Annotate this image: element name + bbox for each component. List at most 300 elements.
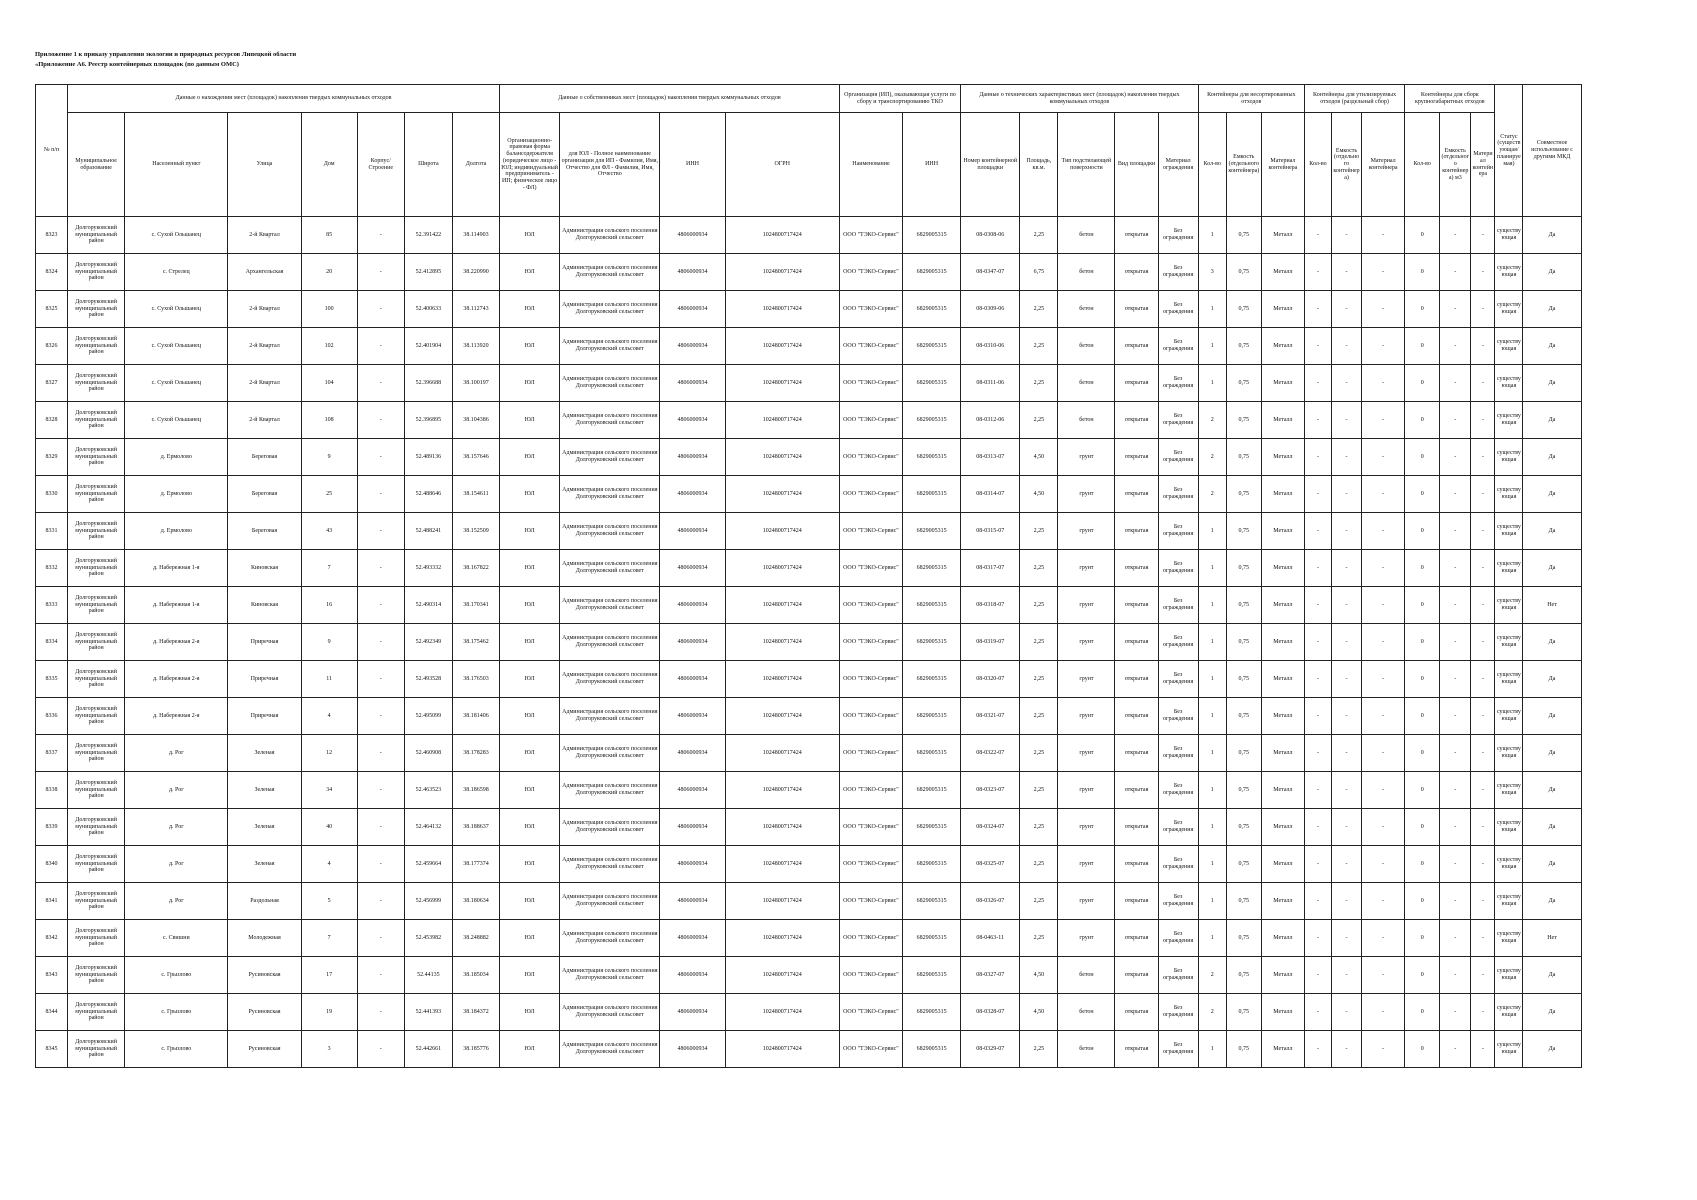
cell-uv: 0,75 <box>1226 402 1261 439</box>
cell-org-inn: 6829005315 <box>903 550 961 587</box>
cell-form: ЮЛ <box>500 1031 560 1068</box>
cell-bm: - <box>1471 328 1495 365</box>
cell-site: 08-0347-07 <box>961 254 1020 291</box>
cell-bm: - <box>1471 254 1495 291</box>
cell-np: с. Сухой Ольшанец <box>125 402 228 439</box>
cell-um: Металл <box>1261 513 1304 550</box>
cell-type: открытая <box>1115 476 1158 513</box>
cell-bv: - <box>1440 217 1471 254</box>
cell-rm: - <box>1362 550 1405 587</box>
cell-uv: 0,75 <box>1226 994 1261 1031</box>
cell-shared: Да <box>1523 476 1581 513</box>
cell-rc: - <box>1304 402 1331 439</box>
header-group-owner: Данные о собственниках мест (площадок) накопления твердых коммунальных отходов <box>500 85 840 113</box>
cell-type: открытая <box>1115 809 1158 846</box>
cell-org: ООО "ТЭКО-Сервис" <box>839 735 902 772</box>
cell-owner: Администрация сельского поселения Долгоруковский сельсовет <box>560 328 660 365</box>
cell-site: 08-0328-07 <box>961 994 1020 1031</box>
cell-org-inn: 6829005315 <box>903 587 961 624</box>
cell-lat: 52.456999 <box>404 883 452 920</box>
cell-lon: 38.104386 <box>452 402 499 439</box>
cell-uv: 0,75 <box>1226 772 1261 809</box>
cell-rv: - <box>1332 254 1362 291</box>
cell-org: ООО "ТЭКО-Сервис" <box>839 994 902 1031</box>
cell-lon: 38.185034 <box>452 957 499 994</box>
cell-np: с. Грызлово <box>125 957 228 994</box>
cell-mo: Долгоруковский муниципальный район <box>68 513 125 550</box>
cell-org-inn: 6829005315 <box>903 809 961 846</box>
cell-lat: 52.459664 <box>404 846 452 883</box>
cell-bv: - <box>1440 254 1471 291</box>
cell-fence: Без ограждения <box>1158 772 1198 809</box>
cell-site: 08-0311-06 <box>961 365 1020 402</box>
cell-bm: - <box>1471 1031 1495 1068</box>
cell-korp: - <box>357 439 404 476</box>
cell-house: 104 <box>301 365 357 402</box>
cell-owner: Администрация сельского поселения Долгоруковский сельсовет <box>560 735 660 772</box>
cell-inn: 4806000934 <box>660 661 725 698</box>
cell-np: д. Ермолово <box>125 476 228 513</box>
cell-uc: 1 <box>1198 920 1226 957</box>
cell-status: существующая <box>1495 883 1523 920</box>
cell-uv: 0,75 <box>1226 624 1261 661</box>
cell-bc: 0 <box>1405 957 1440 994</box>
cell-form: ЮЛ <box>500 994 560 1031</box>
header-utilized-count: Кол-во <box>1304 113 1331 217</box>
cell-form: ЮЛ <box>500 883 560 920</box>
cell-bc: 0 <box>1405 994 1440 1031</box>
cell-num: 8344 <box>36 994 68 1031</box>
cell-fence: Без ограждения <box>1158 550 1198 587</box>
cell-korp: - <box>357 809 404 846</box>
cell-street: Зеленая <box>228 772 301 809</box>
header-longitude: Долгота <box>452 113 499 217</box>
cell-area: 2,25 <box>1020 624 1058 661</box>
cell-org: ООО "ТЭКО-Сервис" <box>839 809 902 846</box>
cell-rc: - <box>1304 624 1331 661</box>
table-row <box>36 402 1641 439</box>
cell-lat: 52.441393 <box>404 994 452 1031</box>
cell-org: ООО "ТЭКО-Сервис" <box>839 1031 902 1068</box>
cell-bc: 0 <box>1405 291 1440 328</box>
cell-lon: 38.248882 <box>452 920 499 957</box>
cell-uv: 0,75 <box>1226 476 1261 513</box>
cell-org-inn: 6829005315 <box>903 1031 961 1068</box>
cell-np: д. Рог <box>125 735 228 772</box>
header-ogrn: ОГРН <box>725 113 839 217</box>
cell-org-inn: 6829005315 <box>903 735 961 772</box>
cell-bv: - <box>1440 365 1471 402</box>
cell-bc: 0 <box>1405 1031 1440 1068</box>
header-utilized-volume: Емкость (отдельного контейнера) <box>1332 113 1362 217</box>
header-latitude: Широта <box>404 113 452 217</box>
header-group-bulky: Контейнеры для сборк крупногабаритных отходов <box>1405 85 1495 113</box>
cell-num: 8325 <box>36 291 68 328</box>
cell-form: ЮЛ <box>500 365 560 402</box>
cell-mo: Долгоруковский муниципальный район <box>68 883 125 920</box>
cell-surface: грунт <box>1058 846 1115 883</box>
cell-lat: 52.412895 <box>404 254 452 291</box>
cell-street: Береговая <box>228 476 301 513</box>
cell-uv: 0,75 <box>1226 1031 1261 1068</box>
cell-num: 8333 <box>36 587 68 624</box>
cell-uc: 1 <box>1198 217 1226 254</box>
cell-org-inn: 6829005315 <box>903 439 961 476</box>
cell-site: 08-0463-11 <box>961 920 1020 957</box>
cell-inn: 4806000934 <box>660 624 725 661</box>
cell-org: ООО "ТЭКО-Сервис" <box>839 365 902 402</box>
cell-uv: 0,75 <box>1226 661 1261 698</box>
cell-bc: 0 <box>1405 809 1440 846</box>
cell-area: 2,25 <box>1020 809 1058 846</box>
cell-mo: Долгоруковский муниципальный район <box>68 772 125 809</box>
cell-ogrn: 1024800717424 <box>725 920 839 957</box>
cell-fence: Без ограждения <box>1158 624 1198 661</box>
cell-area: 2,25 <box>1020 365 1058 402</box>
cell-status: существующая <box>1495 550 1523 587</box>
cell-um: Металл <box>1261 254 1304 291</box>
cell-mo: Долгоруковский муниципальный район <box>68 291 125 328</box>
cell-status: существующая <box>1495 217 1523 254</box>
cell-ogrn: 1024800717424 <box>725 217 839 254</box>
cell-status: существующая <box>1495 809 1523 846</box>
cell-site: 08-0309-06 <box>961 291 1020 328</box>
cell-area: 2,25 <box>1020 661 1058 698</box>
cell-rv: - <box>1332 661 1362 698</box>
cell-rm: - <box>1362 735 1405 772</box>
cell-type: открытая <box>1115 883 1158 920</box>
table-row <box>36 254 1641 291</box>
cell-um: Металл <box>1261 661 1304 698</box>
cell-site: 08-0317-07 <box>961 550 1020 587</box>
cell-lon: 38.157646 <box>452 439 499 476</box>
cell-fence: Без ограждения <box>1158 328 1198 365</box>
cell-lon: 38.180634 <box>452 883 499 920</box>
cell-form: ЮЛ <box>500 513 560 550</box>
table-row <box>36 846 1641 883</box>
cell-status: существующая <box>1495 328 1523 365</box>
cell-uv: 0,75 <box>1226 254 1261 291</box>
cell-mo: Долгоруковский муниципальный район <box>68 217 125 254</box>
cell-um: Металл <box>1261 365 1304 402</box>
cell-um: Металл <box>1261 587 1304 624</box>
cell-bm: - <box>1471 883 1495 920</box>
cell-area: 2,25 <box>1020 846 1058 883</box>
cell-site: 08-0314-07 <box>961 476 1020 513</box>
cell-street: Зеленая <box>228 809 301 846</box>
cell-korp: - <box>357 735 404 772</box>
cell-site: 08-0313-07 <box>961 439 1020 476</box>
cell-type: открытая <box>1115 846 1158 883</box>
cell-uc: 1 <box>1198 661 1226 698</box>
cell-org: ООО "ТЭКО-Сервис" <box>839 883 902 920</box>
cell-bc: 0 <box>1405 476 1440 513</box>
table-row <box>36 661 1641 698</box>
cell-org-inn: 6829005315 <box>903 476 961 513</box>
cell-shared: Нет <box>1523 587 1581 624</box>
cell-korp: - <box>357 957 404 994</box>
cell-lon: 38.184372 <box>452 994 499 1031</box>
cell-form: ЮЛ <box>500 402 560 439</box>
cell-rc: - <box>1304 550 1331 587</box>
cell-num: 8323 <box>36 217 68 254</box>
cell-lon: 38.112743 <box>452 291 499 328</box>
cell-uc: 1 <box>1198 365 1226 402</box>
cell-um: Металл <box>1261 291 1304 328</box>
cell-org: ООО "ТЭКО-Сервис" <box>839 587 902 624</box>
cell-lat: 52.493528 <box>404 661 452 698</box>
cell-ogrn: 1024800717424 <box>725 550 839 587</box>
cell-lon: 38.181406 <box>452 698 499 735</box>
cell-um: Металл <box>1261 772 1304 809</box>
cell-shared: Да <box>1523 883 1581 920</box>
cell-uv: 0,75 <box>1226 365 1261 402</box>
cell-fence: Без ограждения <box>1158 994 1198 1031</box>
cell-street: Береговая <box>228 513 301 550</box>
cell-lat: 52.488241 <box>404 513 452 550</box>
cell-inn: 4806000934 <box>660 439 725 476</box>
table-row <box>36 994 1641 1031</box>
cell-uv: 0,75 <box>1226 920 1261 957</box>
cell-inn: 4806000934 <box>660 217 725 254</box>
cell-bc: 0 <box>1405 883 1440 920</box>
table-row <box>36 957 1641 994</box>
cell-area: 2,25 <box>1020 217 1058 254</box>
cell-mo: Долгоруковский муниципальный район <box>68 994 125 1031</box>
cell-street: Киновская <box>228 587 301 624</box>
cell-mo: Долгоруковский муниципальный район <box>68 698 125 735</box>
cell-shared: Да <box>1523 661 1581 698</box>
cell-type: открытая <box>1115 402 1158 439</box>
cell-rm: - <box>1362 1031 1405 1068</box>
cell-inn: 4806000934 <box>660 1031 725 1068</box>
registry-body <box>36 217 1641 1068</box>
cell-status: существующая <box>1495 476 1523 513</box>
cell-korp: - <box>357 698 404 735</box>
cell-org: ООО "ТЭКО-Сервис" <box>839 439 902 476</box>
cell-um: Металл <box>1261 957 1304 994</box>
header-group-unsorted: Контейнеры для несортированных отходов <box>1198 85 1304 113</box>
cell-org: ООО "ТЭКО-Сервис" <box>839 254 902 291</box>
cell-uv: 0,75 <box>1226 846 1261 883</box>
cell-um: Металл <box>1261 883 1304 920</box>
cell-bc: 0 <box>1405 328 1440 365</box>
cell-rm: - <box>1362 513 1405 550</box>
cell-bm: - <box>1471 476 1495 513</box>
cell-num: 8332 <box>36 550 68 587</box>
cell-surface: бетон <box>1058 365 1115 402</box>
cell-num: 8334 <box>36 624 68 661</box>
cell-np: с. Грызлово <box>125 994 228 1031</box>
cell-uc: 1 <box>1198 846 1226 883</box>
cell-korp: - <box>357 661 404 698</box>
cell-fence: Без ограждения <box>1158 809 1198 846</box>
cell-street: Архангельская <box>228 254 301 291</box>
cell-form: ЮЛ <box>500 217 560 254</box>
cell-fence: Без ограждения <box>1158 476 1198 513</box>
cell-status: существующая <box>1495 402 1523 439</box>
cell-ogrn: 1024800717424 <box>725 587 839 624</box>
header-bulky-count: Кол-во <box>1405 113 1440 217</box>
cell-org-inn: 6829005315 <box>903 994 961 1031</box>
cell-mo: Долгоруковский муниципальный район <box>68 846 125 883</box>
cell-form: ЮЛ <box>500 476 560 513</box>
cell-bv: - <box>1440 587 1471 624</box>
cell-area: 2,25 <box>1020 883 1058 920</box>
cell-lon: 38.167822 <box>452 550 499 587</box>
cell-bm: - <box>1471 957 1495 994</box>
cell-np: с. Стрелец <box>125 254 228 291</box>
cell-korp: - <box>357 365 404 402</box>
cell-num: 8335 <box>36 661 68 698</box>
cell-org-inn: 6829005315 <box>903 513 961 550</box>
cell-type: открытая <box>1115 550 1158 587</box>
table-row <box>36 513 1641 550</box>
cell-korp: - <box>357 883 404 920</box>
cell-bc: 0 <box>1405 698 1440 735</box>
cell-ogrn: 1024800717424 <box>725 957 839 994</box>
cell-num: 8342 <box>36 920 68 957</box>
cell-status: существующая <box>1495 513 1523 550</box>
cell-rv: - <box>1332 476 1362 513</box>
cell-fence: Без ограждения <box>1158 254 1198 291</box>
cell-uc: 1 <box>1198 735 1226 772</box>
cell-form: ЮЛ <box>500 624 560 661</box>
cell-street: 2-й Квартал <box>228 291 301 328</box>
cell-um: Металл <box>1261 846 1304 883</box>
cell-owner: Администрация сельского поселения Долгоруковский сельсовет <box>560 217 660 254</box>
cell-surface: грунт <box>1058 735 1115 772</box>
cell-ogrn: 1024800717424 <box>725 365 839 402</box>
cell-mo: Долгоруковский муниципальный район <box>68 957 125 994</box>
cell-bc: 0 <box>1405 661 1440 698</box>
cell-rm: - <box>1362 883 1405 920</box>
cell-shared: Да <box>1523 957 1581 994</box>
cell-bv: - <box>1440 402 1471 439</box>
cell-fence: Без ограждения <box>1158 217 1198 254</box>
cell-status: существующая <box>1495 1031 1523 1068</box>
cell-uv: 0,75 <box>1226 735 1261 772</box>
cell-street: 2-й Квартал <box>228 217 301 254</box>
table-row <box>36 772 1641 809</box>
cell-bv: - <box>1440 920 1471 957</box>
cell-shared: Нет <box>1523 920 1581 957</box>
cell-status: существующая <box>1495 846 1523 883</box>
cell-bm: - <box>1471 365 1495 402</box>
cell-bm: - <box>1471 772 1495 809</box>
cell-fence: Без ограждения <box>1158 587 1198 624</box>
cell-inn: 4806000934 <box>660 698 725 735</box>
cell-korp: - <box>357 328 404 365</box>
cell-ogrn: 1024800717424 <box>725 513 839 550</box>
cell-surface: грунт <box>1058 476 1115 513</box>
cell-bv: - <box>1440 735 1471 772</box>
cell-np: д. Ермолово <box>125 439 228 476</box>
cell-inn: 4806000934 <box>660 587 725 624</box>
header-legal-form: Организационно-правовая форма балансодержателя (юридическое лицо - ЮЛ; индивидуальный предприниматель - ИП; физическое лицо - ФЛ) <box>500 113 560 217</box>
cell-bc: 0 <box>1405 254 1440 291</box>
cell-uc: 1 <box>1198 624 1226 661</box>
cell-bv: - <box>1440 476 1471 513</box>
cell-um: Металл <box>1261 809 1304 846</box>
cell-uc: 1 <box>1198 883 1226 920</box>
cell-status: существующая <box>1495 661 1523 698</box>
cell-ogrn: 1024800717424 <box>725 698 839 735</box>
cell-bm: - <box>1471 291 1495 328</box>
cell-uv: 0,75 <box>1226 513 1261 550</box>
cell-site: 08-0329-07 <box>961 1031 1020 1068</box>
cell-uv: 0,75 <box>1226 291 1261 328</box>
cell-house: 17 <box>301 957 357 994</box>
cell-bc: 0 <box>1405 735 1440 772</box>
cell-owner: Администрация сельского поселения Долгоруковский сельсовет <box>560 698 660 735</box>
cell-bm: - <box>1471 846 1495 883</box>
cell-num: 8329 <box>36 439 68 476</box>
cell-lat: 52.396895 <box>404 402 452 439</box>
cell-np: д. Рог <box>125 772 228 809</box>
cell-num: 8339 <box>36 809 68 846</box>
cell-house: 5 <box>301 883 357 920</box>
cell-area: 2,25 <box>1020 735 1058 772</box>
table-row <box>36 476 1641 513</box>
cell-uc: 2 <box>1198 476 1226 513</box>
cell-lat: 52.495099 <box>404 698 452 735</box>
cell-bv: - <box>1440 994 1471 1031</box>
cell-mo: Долгоруковский муниципальный район <box>68 439 125 476</box>
cell-lat: 52.493332 <box>404 550 452 587</box>
cell-type: открытая <box>1115 735 1158 772</box>
cell-lat: 52.490314 <box>404 587 452 624</box>
cell-rv: - <box>1332 698 1362 735</box>
cell-korp: - <box>357 994 404 1031</box>
cell-area: 2,25 <box>1020 772 1058 809</box>
cell-mo: Долгоруковский муниципальный район <box>68 587 125 624</box>
cell-bm: - <box>1471 587 1495 624</box>
cell-fence: Без ограждения <box>1158 513 1198 550</box>
cell-num: 8330 <box>36 476 68 513</box>
cell-org-inn: 6829005315 <box>903 217 961 254</box>
cell-area: 2,25 <box>1020 1031 1058 1068</box>
cell-fence: Без ограждения <box>1158 439 1198 476</box>
cell-bm: - <box>1471 513 1495 550</box>
cell-house: 85 <box>301 217 357 254</box>
cell-org: ООО "ТЭКО-Сервис" <box>839 550 902 587</box>
table-row <box>36 735 1641 772</box>
cell-street: Молодежная <box>228 920 301 957</box>
cell-uv: 0,75 <box>1226 587 1261 624</box>
cell-form: ЮЛ <box>500 587 560 624</box>
cell-shared: Да <box>1523 365 1581 402</box>
cell-inn: 4806000934 <box>660 957 725 994</box>
cell-lon: 38.185776 <box>452 1031 499 1068</box>
cell-org-inn: 6829005315 <box>903 772 961 809</box>
cell-mo: Долгоруковский муниципальный район <box>68 254 125 291</box>
cell-lon: 38.154611 <box>452 476 499 513</box>
cell-lon: 38.114903 <box>452 217 499 254</box>
cell-um: Металл <box>1261 920 1304 957</box>
cell-bm: - <box>1471 920 1495 957</box>
cell-np: д. Набережная 2-я <box>125 698 228 735</box>
cell-shared: Да <box>1523 291 1581 328</box>
title-line-1: Приложение 1 к приказу управления экологии и природных ресурсов Липецкой области <box>35 51 297 58</box>
header-unsorted-count: Кол-во <box>1198 113 1226 217</box>
cell-num: 8331 <box>36 513 68 550</box>
cell-street: Зеленая <box>228 735 301 772</box>
cell-np: д. Ермолово <box>125 513 228 550</box>
cell-lat: 52.463523 <box>404 772 452 809</box>
cell-ogrn: 1024800717424 <box>725 883 839 920</box>
cell-rm: - <box>1362 365 1405 402</box>
